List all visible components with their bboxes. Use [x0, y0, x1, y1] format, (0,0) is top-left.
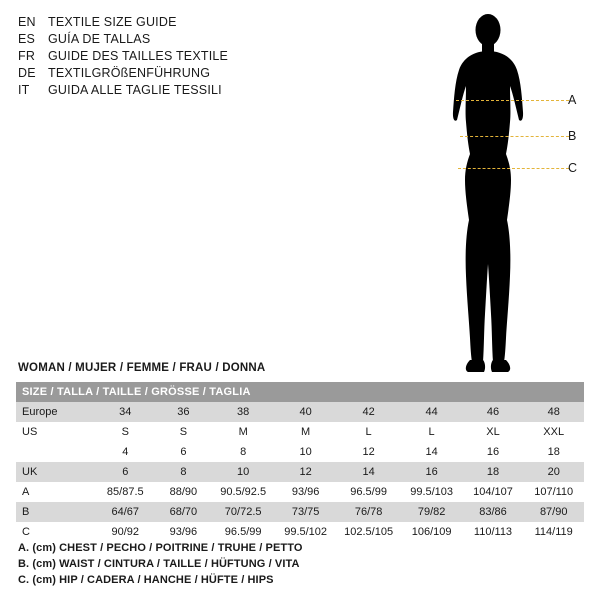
cell: L	[401, 422, 463, 442]
cell: 16	[463, 442, 524, 462]
cell: 6	[95, 462, 155, 482]
cell: 90.5/92.5	[212, 482, 275, 502]
cell: 14	[337, 462, 401, 482]
table-row	[16, 462, 584, 482]
title-text: TEXTILE SIZE GUIDE	[48, 15, 177, 29]
title-row	[18, 65, 318, 82]
title-lang-code: IT	[18, 83, 30, 97]
table-header-row	[16, 382, 584, 402]
cell: 36	[155, 402, 212, 422]
title-row	[18, 31, 318, 48]
cell: 99.5/103	[401, 482, 463, 502]
cell: 68/70	[155, 502, 212, 522]
cell: 96.5/99	[337, 482, 401, 502]
title-text: GUIDE DES TAILLES TEXTILE	[48, 49, 229, 63]
cell: 10	[275, 442, 337, 462]
cell: 34	[95, 402, 155, 422]
cell: 76/78	[337, 502, 401, 522]
table-row	[16, 482, 584, 502]
cell: 42	[337, 402, 401, 422]
title-lang-code: DE	[18, 66, 36, 80]
cell: 18	[463, 462, 524, 482]
cell: 114/119	[523, 522, 584, 542]
cell: 93/96	[155, 522, 212, 542]
cell: 93/96	[275, 482, 337, 502]
measure-line-b	[460, 136, 569, 137]
title-text: GUÍA DE TALLAS	[48, 32, 151, 46]
cell: 83/86	[463, 502, 524, 522]
table-row	[16, 522, 584, 542]
cell: 110/113	[463, 522, 524, 542]
cell: S	[155, 422, 212, 442]
legend-line-a: A. (cm) CHEST / PECHO / POITRINE / TRUHE / PETTO	[18, 542, 303, 554]
cell: XXL	[523, 422, 584, 442]
row-label: Europe	[16, 402, 95, 422]
measurement-legend	[18, 540, 303, 588]
cell: XL	[463, 422, 524, 442]
cell: 88/90	[155, 482, 212, 502]
language-titles	[18, 14, 318, 99]
cell: 12	[337, 442, 401, 462]
title-row	[18, 48, 318, 65]
cell: 16	[401, 462, 463, 482]
title-row	[18, 14, 318, 31]
measure-label-b: B	[568, 129, 577, 143]
title-lang-code: FR	[18, 49, 36, 63]
cell: S	[95, 422, 155, 442]
cell: 107/110	[523, 482, 584, 502]
cell: 8	[155, 462, 212, 482]
cell: 106/109	[401, 522, 463, 542]
row-label: UK	[16, 462, 95, 482]
table-row	[16, 502, 584, 522]
row-label: C	[16, 522, 95, 542]
measure-label-c: C	[568, 161, 578, 175]
table-header-label: SIZE / TALLA / TAILLE / GRÖSSE / TAGLIA	[16, 382, 584, 402]
cell: 99.5/102	[275, 522, 337, 542]
measure-label-a: A	[568, 93, 577, 107]
cell: 87/90	[523, 502, 584, 522]
legend-line-b: B. (cm) WAIST / CINTURA / TAILLE / HÜFTUNG / VITA	[18, 558, 300, 570]
cell: M	[212, 422, 275, 442]
cell: 85/87.5	[95, 482, 155, 502]
cell: 38	[212, 402, 275, 422]
cell: 12	[275, 462, 337, 482]
cell: 44	[401, 402, 463, 422]
cell: 20	[523, 462, 584, 482]
title-lang-code: EN	[18, 15, 36, 29]
cell: 40	[275, 402, 337, 422]
legend-line-c: C. (cm) HIP / CADERA / HANCHE / HÜFTE / HIPS	[18, 574, 274, 586]
row-label: US	[16, 422, 95, 442]
cell: 79/82	[401, 502, 463, 522]
cell: 102.5/105	[337, 522, 401, 542]
cell: 8	[212, 442, 275, 462]
size-table	[16, 382, 584, 542]
row-label: A	[16, 482, 95, 502]
title-text: TEXTILGRÖßENFÜHRUNG	[48, 66, 211, 80]
cell: 73/75	[275, 502, 337, 522]
cell: 46	[463, 402, 524, 422]
row-label	[16, 442, 95, 462]
measure-line-c	[458, 168, 569, 169]
table-row	[16, 442, 584, 462]
title-text: GUIDA ALLE TAGLIE TESSILI	[48, 83, 222, 97]
cell: 90/92	[95, 522, 155, 542]
cell: 70/72.5	[212, 502, 275, 522]
section-title-woman: WOMAN / MUJER / FEMME / FRAU / DONNA	[18, 362, 266, 374]
cell: L	[337, 422, 401, 442]
cell: 64/67	[95, 502, 155, 522]
measure-line-a	[456, 100, 569, 101]
title-lang-code: ES	[18, 32, 36, 46]
cell: 10	[212, 462, 275, 482]
cell: 14	[401, 442, 463, 462]
cell: 4	[95, 442, 155, 462]
cell: 96.5/99	[212, 522, 275, 542]
title-row	[18, 82, 318, 99]
cell: 104/107	[463, 482, 524, 502]
table-row	[16, 402, 584, 422]
cell: 48	[523, 402, 584, 422]
female-silhouette-icon	[420, 8, 595, 378]
cell: 6	[155, 442, 212, 462]
cell: M	[275, 422, 337, 442]
table-row	[16, 422, 584, 442]
cell: 18	[523, 442, 584, 462]
female-body-figure	[420, 8, 595, 378]
row-label: B	[16, 502, 95, 522]
